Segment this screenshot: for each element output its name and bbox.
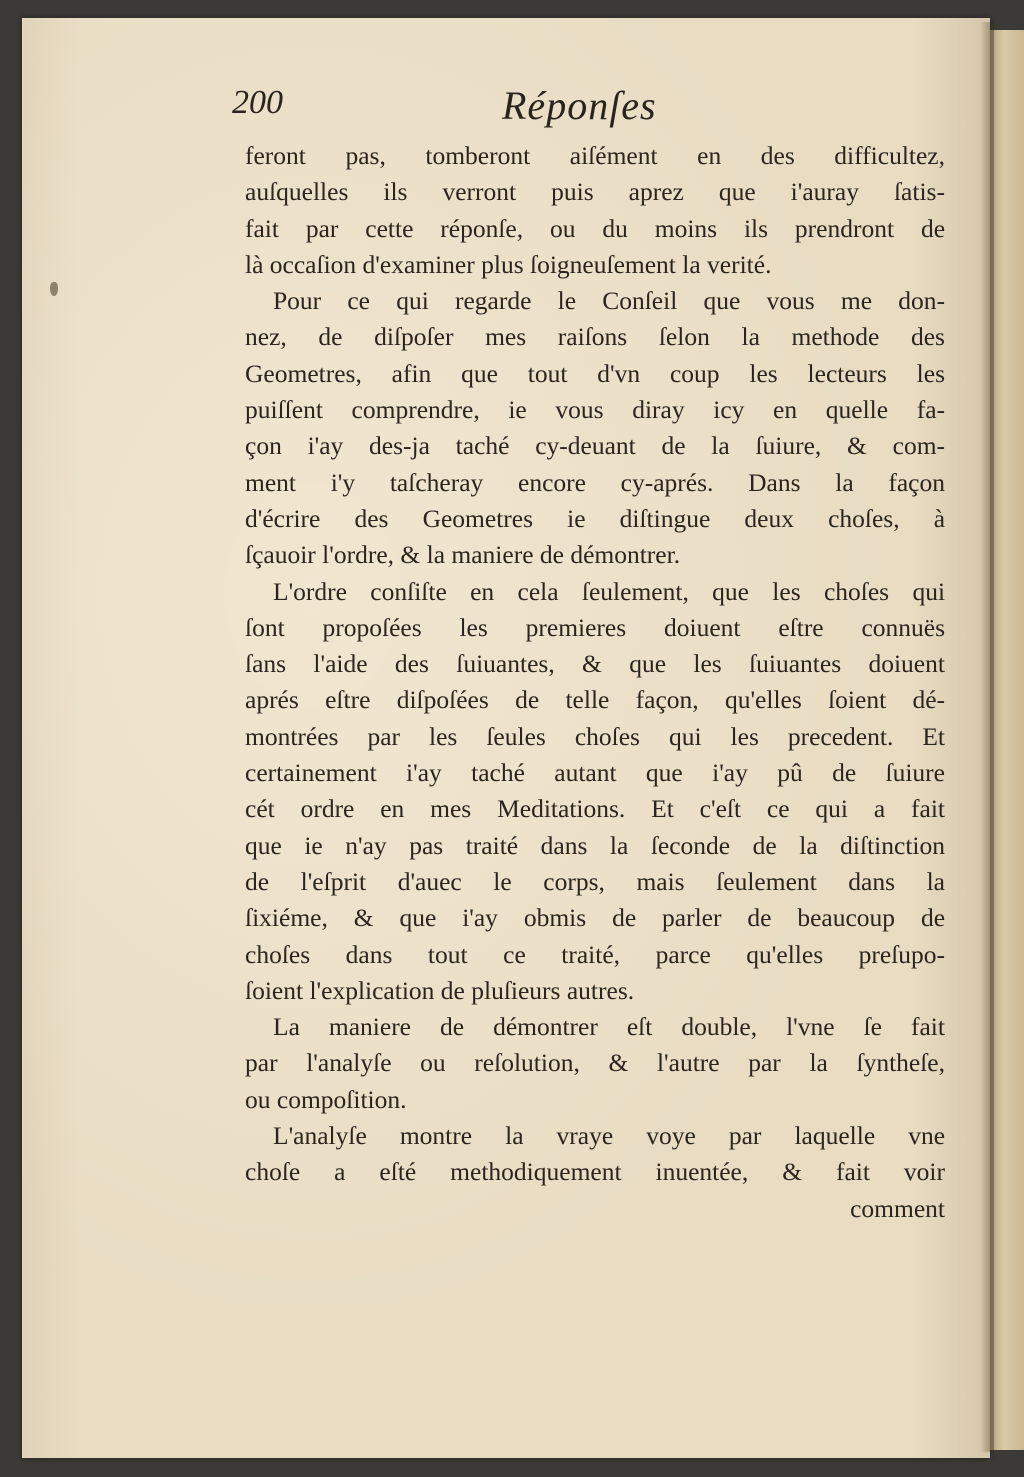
text-line: ſont propoſées les premieres doiuent eſtre connuës <box>245 612 946 642</box>
text-line: Geometres, afin que tout d'vn coup les lecteurs les <box>245 358 945 388</box>
facing-page-edge <box>990 30 1024 1450</box>
text-line: fait par cette réponſe, ou du moins ils prendront de <box>245 213 946 243</box>
text-line: ſans l'aide des ſuiuantes, & que les ſuiuantes doiuent <box>245 649 945 679</box>
text-line: de l'eſprit d'auec le corps, mais ſeulement dans la <box>245 866 945 896</box>
text-line: que ie n'ay pas traité dans la ſeconde de la diſtinction <box>245 830 945 860</box>
text-line: choſes dans tout ce traité, parce qu'elles preſupo- <box>245 939 946 969</box>
text-line: montrées par les ſeules choſes qui les precedent. Et <box>245 721 945 751</box>
text-line: cét ordre en mes Meditations. Et c'eſt ce qui a fait <box>245 794 945 824</box>
catchword: comment <box>850 1193 945 1223</box>
text-line: certainement i'ay taché autant que i'ay pû de ſuiure <box>245 758 945 788</box>
text-line: auſquelles ils verront puis aprez que i'auray ſatis- <box>245 177 945 207</box>
paragraph-first-line: L'ordre conſiſte en cela ſeulement, que les choſes qui <box>273 576 946 606</box>
text-line: là occaſion d'examiner plus ſoigneuſement la verité. <box>245 249 772 279</box>
page-text <box>245 138 945 1227</box>
paragraph-first-line: Pour ce qui regarde le Conſeil que vous me don- <box>273 286 945 316</box>
running-head <box>232 84 952 134</box>
text-line: feront pas, tomberont aiſément en des difficultez, <box>245 141 946 170</box>
page-gutter-shadow <box>980 22 994 1452</box>
paragraph-first-line: La maniere de démontrer eſt double, l'vne ſe fait <box>273 1012 945 1042</box>
text-line: ſixiéme, & que i'ay obmis de parler de beaucoup de <box>245 903 946 933</box>
paragraph-first-line: L'analyſe montre la vraye voye par laquelle vne <box>273 1121 946 1151</box>
text-line: d'écrire des Geometres ie diſtingue deux choſes, à <box>245 503 946 533</box>
text-line: ſçauoir l'ordre, & la maniere de démontrer. <box>245 540 681 570</box>
text-line: choſe a eſté methodiquement inuentée, & fait voir <box>245 1157 945 1187</box>
text-line: puiſſent comprendre, ie vous diray icy en quelle fa- <box>245 395 946 425</box>
page-number: 200 <box>232 84 283 121</box>
text-line: ſoient l'explication de pluſieurs autres. <box>245 975 635 1005</box>
text-line: ment i'y taſcheray encore cy-aprés. Dans la façon <box>245 467 945 497</box>
margin-stain <box>50 282 58 296</box>
text-line: aprés eſtre diſpoſées de telle façon, qu'elles ſoient dé- <box>245 685 946 715</box>
running-title: Réponſes <box>502 83 657 128</box>
text-line: ou compoſition. <box>245 1084 407 1114</box>
text-line: çon i'ay des-ja taché cy-deuant de la ſuiure, & com- <box>245 431 946 461</box>
text-line: nez, de diſpoſer mes raiſons ſelon la methode des <box>245 322 945 352</box>
text-line: par l'analyſe ou reſolution, & l'autre par la ſyntheſe, <box>245 1048 946 1078</box>
